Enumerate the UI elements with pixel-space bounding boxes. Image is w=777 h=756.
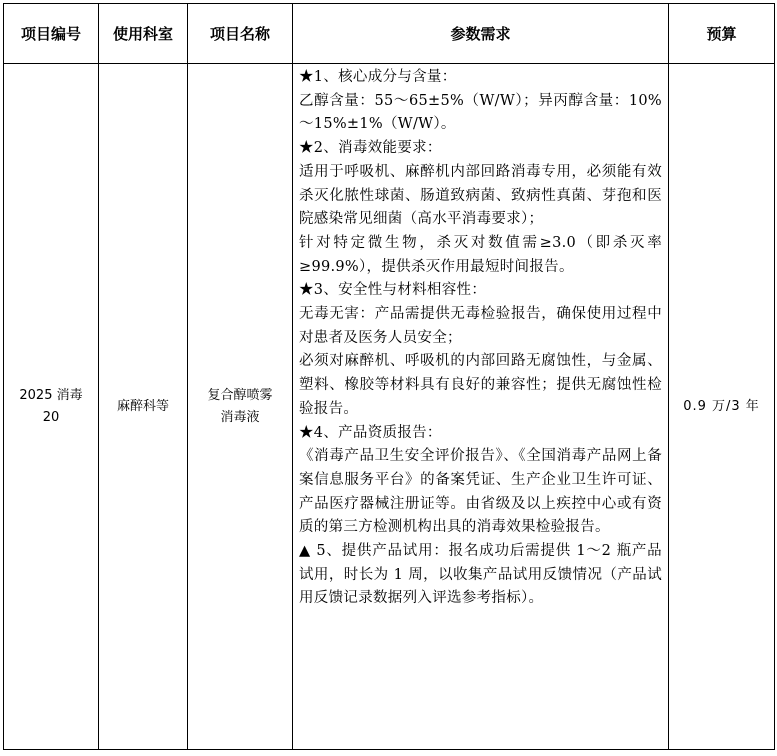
- project-no-line2: 20: [42, 409, 60, 425]
- project-no-line1: 2025 消毒: [19, 387, 83, 403]
- header-department: 使用科室: [99, 4, 188, 64]
- cell-project-no: [4, 64, 99, 750]
- param-text-2b: 针对特定微生物，杀灭对数值需≥3.0（即杀灭率≥99.9%），提供杀灭作用最短时间报告。: [299, 234, 662, 275]
- project-name-line2: 消毒液: [220, 409, 260, 425]
- project-name-line1: 复合醇喷雾: [207, 387, 273, 403]
- header-project-name: 项目名称: [188, 4, 293, 64]
- cell-department: 麻醉科等: [99, 64, 188, 750]
- cell-parameters: [293, 64, 669, 750]
- cell-project-name: [188, 64, 293, 750]
- header-parameters: 参数需求: [293, 4, 669, 64]
- requirements-table: [3, 3, 775, 750]
- param-item-5: ▲ 5、提供产品试用：报名成功后需提供 1～2 瓶产品试用，时长为 1 周，以收集产品试用反馈情况（产品试用反馈记录数据列入评选参考指标）。: [299, 543, 662, 607]
- param-text-2a: 适用于呼吸机、麻醉机内部回路消毒专用，必须能有效杀灭化脓性球菌、肠道致病菌、致病性真菌、芽孢和医院感染常见细菌（高水平消毒要求）；: [299, 163, 662, 228]
- table-row: [4, 64, 775, 750]
- param-heading-1: ★1、核心成分与含量：: [299, 69, 457, 85]
- header-row: [4, 4, 775, 64]
- cell-budget: 0.9 万/3 年: [669, 64, 775, 750]
- param-text-4: 《消毒产品卫生安全评价报告》、《全国消毒产品网上备案信息服务平台》的备案凭证、生产企业卫生许可证、产品医疗器械注册证等。由省级及以上疾控中心或有资质的第三方检测机构出具的消毒效果检验报告。: [299, 448, 662, 536]
- param-heading-2: ★2、消毒效能要求：: [299, 140, 442, 157]
- param-heading-3: ★3、安全性与材料相容性：: [299, 282, 487, 299]
- header-budget: 预算: [669, 4, 775, 64]
- header-project-no: 项目编号: [4, 4, 99, 64]
- param-text-3a: 无毒无害：产品需提供无毒检验报告，确保使用过程中对患者及医务人员安全；: [299, 306, 662, 346]
- param-text-1: 乙醇含量：55～65±5%（W/W）；异丙醇含量：10%～15%±1%（W/W）。: [299, 92, 662, 133]
- param-text-3b: 必须对麻醉机、呼吸机的内部回路无腐蚀性，与金属、塑料、橡胶等材料具有良好的兼容性；提供无腐蚀性检验报告。: [299, 353, 662, 417]
- param-heading-4: ★4、产品资质报告：: [299, 424, 442, 441]
